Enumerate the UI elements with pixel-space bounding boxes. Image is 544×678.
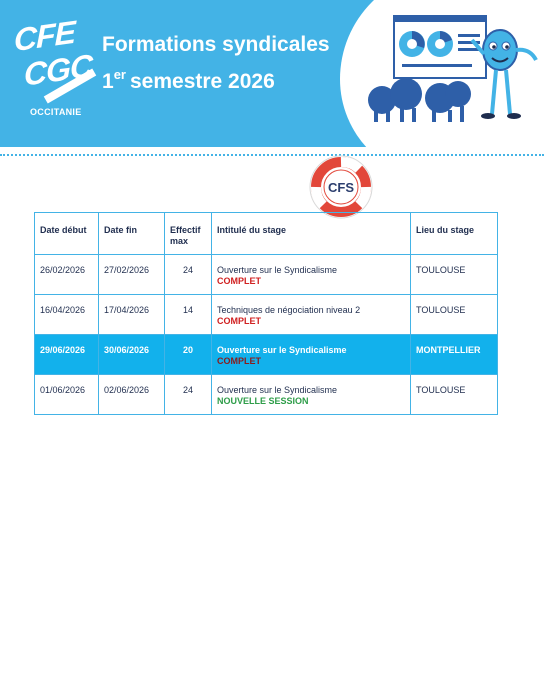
cell-date-fin: 27/02/2026 <box>99 255 165 295</box>
cell-lieu: TOULOUSE <box>411 255 498 295</box>
table-row-highlighted <box>35 335 498 375</box>
cell-intitule <box>212 295 411 335</box>
cell-date-debut: 16/04/2026 <box>35 295 99 335</box>
logo-line-cfe: CFE <box>14 13 75 59</box>
status-badge: COMPLET <box>217 276 261 286</box>
page-title-line1: Formations syndicales <box>102 33 330 56</box>
header-effectif-line1: Effectif <box>170 225 201 235</box>
cell-date-debut: 01/06/2026 <box>35 375 99 415</box>
cfe-cgc-logo <box>12 13 96 122</box>
cell-date-fin: 02/06/2026 <box>99 375 165 415</box>
table-row <box>35 375 498 415</box>
cfs-badge-label: CFS <box>328 180 354 195</box>
status-badge: COMPLET <box>217 316 261 326</box>
title-semester: semestre 2026 <box>129 70 275 93</box>
stage-title: Techniques de négociation niveau 2 <box>217 305 361 315</box>
header-date-fin: Date fin <box>99 213 165 255</box>
header-date-debut: Date début <box>35 213 99 255</box>
presentation-illustration-icon <box>360 10 544 122</box>
header-lieu: Lieu du stage <box>411 213 498 255</box>
header-dotted-divider <box>0 154 544 156</box>
cell-lieu: TOULOUSE <box>411 295 498 335</box>
status-badge: COMPLET <box>217 356 261 366</box>
cell-effectif: 24 <box>165 255 212 295</box>
page-title-line2 <box>102 67 275 94</box>
status-badge: NOUVELLE SESSION <box>217 396 309 406</box>
cell-intitule <box>212 375 411 415</box>
cell-effectif: 24 <box>165 375 212 415</box>
cell-lieu: TOULOUSE <box>411 375 498 415</box>
logo-region: OCCITANIE <box>30 107 82 117</box>
title-ordinal: 1 <box>102 70 114 93</box>
table-row <box>35 255 498 295</box>
header-intitule: Intitulé du stage <box>212 213 411 255</box>
stage-title: Ouverture sur le Syndicalisme <box>217 265 338 275</box>
table-header-row <box>35 213 498 255</box>
header-effectif-line2: max <box>170 236 189 246</box>
header-effectif <box>165 213 212 255</box>
cell-date-fin: 17/04/2026 <box>99 295 165 335</box>
stage-title: Ouverture sur le Syndicalisme <box>217 385 338 395</box>
stages-table <box>34 212 498 415</box>
header-banner <box>0 0 544 147</box>
cell-intitule <box>212 255 411 295</box>
logo-line-cgc: CGC <box>24 47 93 93</box>
cell-date-fin: 30/06/2026 <box>99 335 165 375</box>
title-ordinal-suffix: er <box>113 67 126 82</box>
cell-intitule <box>212 335 411 375</box>
stage-title: Ouverture sur le Syndicalisme <box>217 345 347 355</box>
cell-date-debut: 29/06/2026 <box>35 335 99 375</box>
table-row <box>35 295 498 335</box>
cell-effectif: 14 <box>165 295 212 335</box>
cell-effectif: 20 <box>165 335 212 375</box>
cell-lieu: MONTPELLIER <box>411 335 498 375</box>
cfs-lifebuoy-logo <box>305 155 377 219</box>
cell-date-debut: 26/02/2026 <box>35 255 99 295</box>
